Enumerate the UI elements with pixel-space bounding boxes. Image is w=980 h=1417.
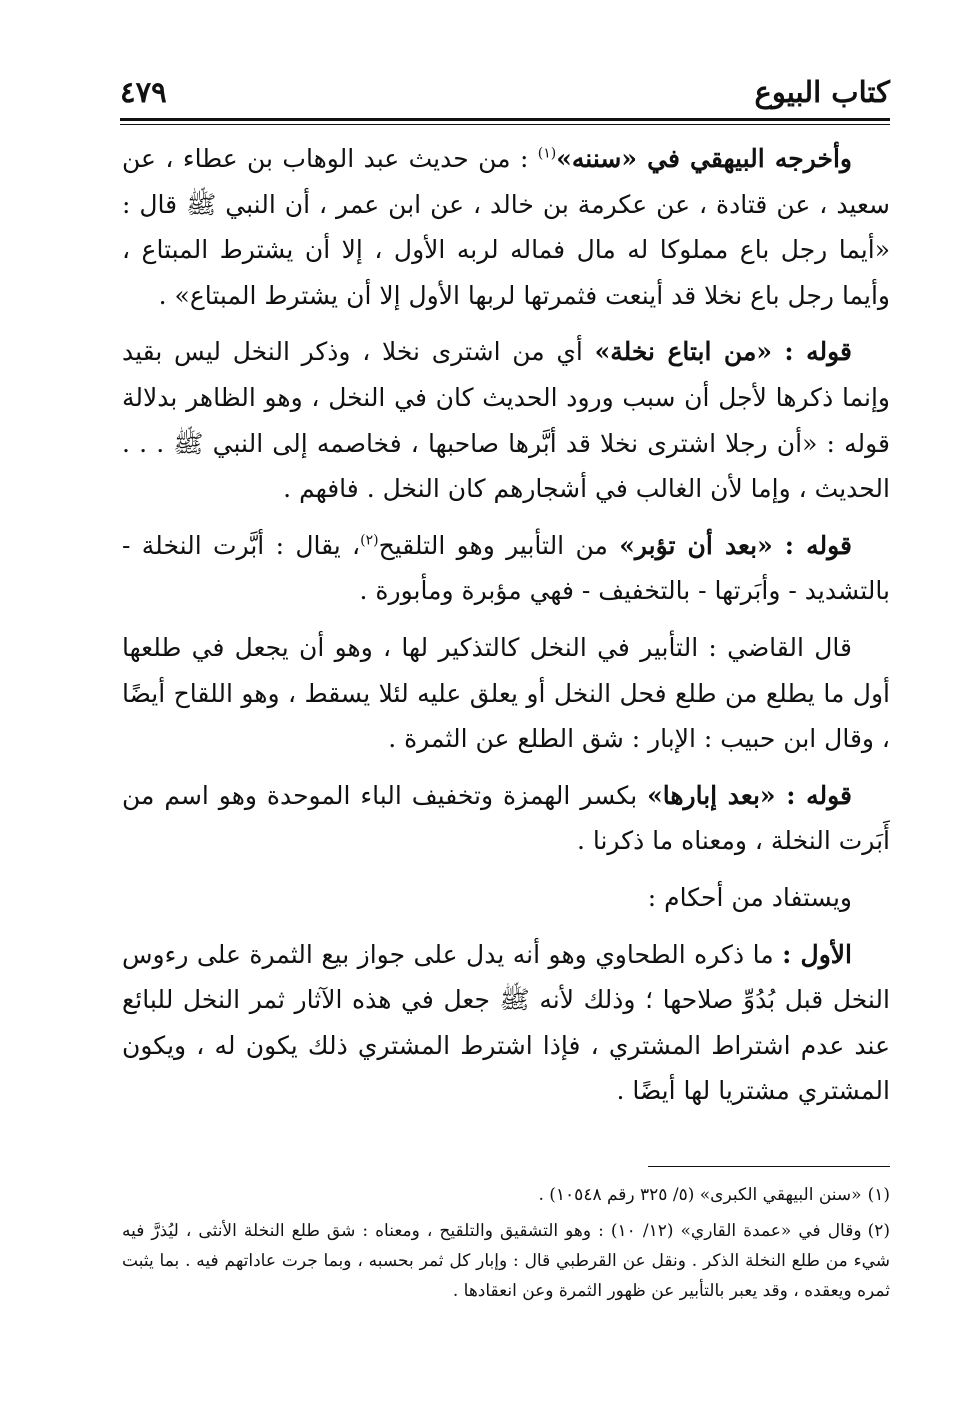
paragraph-text-before-note: من التأبير وهو التلقيح	[378, 530, 620, 560]
page-number: ٤٧٩	[120, 75, 167, 109]
footnote-2	[122, 1216, 890, 1306]
paragraph-bayhaqi	[122, 136, 890, 318]
main-text	[122, 136, 890, 1125]
running-title: كتاب البيوع	[754, 75, 890, 109]
footnote-ref-2: (٢)	[360, 532, 379, 549]
paragraph-lead: وأخرجه البيهقي في «سننه»	[556, 144, 852, 173]
paragraph-man-ibtaa	[122, 329, 890, 511]
paragraph-lead: قوله : «بعد إبارها»	[647, 780, 852, 810]
paragraph-text: قال القاضي : التأبير في النخل كالتذكير لها ، وهو أن يجعل في طلعها أول ما يطلع من طلع فحل النخل أو يعلق عليه لئلا يسقط ، وهو اللقاح أيضًا ، وقال ابن حبيب : الإبار : شق الطلع عن الثمرة .	[122, 632, 890, 754]
paragraph-bad-ibariha	[122, 773, 890, 864]
paragraph-text: أي من اشترى نخلا ، وذكر النخل ليس بقيد وإنما ذكرها لأجل أن سبب ورود الحديث كان في النخل ، وهو الظاهر بدلالة قوله : «أن رجلا اشترى نخلا قد أبَّرها صاحبها ، فخاصمه إلى النبي ﷺ . . . الحديث ، وإما لأن الغالب في أشجارهم كان النخل . فافهم .	[122, 337, 890, 504]
paragraph-text: : من حديث عبد الوهاب بن عطاء ، عن سعيد ، عن قتادة ، عن عكرمة بن خالد ، عن ابن عمر ، أن النبي ﷺ قال : «أيما رجل باع مملوكا له مال فماله لربه الأول ، إلا أن يشترط المبتاع ، وأيما رجل باع نخلا قد أينعت فثمرتها لربها الأول إلا أن يشترط المبتاع» .	[122, 144, 890, 310]
footnote-text: وقال في «عمدة القاري» (١٢/ ١٠) : وهو التشقيق والتلقيح ، ومعناه : شق طلع النخلة الأنثى ، ليُذرَّ فيه شيء من طلع النخلة الذكر . ونقل عن القرطبي قال : وإبار كل ثمر بحسبه ، وبما جرت عاداتهم فيه . بما يثبت ثمره ويعقده ، وقد يعبر بالتأبير عن ظهور الثمرة وعن انعقادها .	[122, 1221, 890, 1301]
paragraph-first-ruling	[122, 932, 890, 1114]
footnote-1	[122, 1180, 890, 1210]
footnote-text: «سنن البيهقي الكبرى» (٥/ ٣٢٥ رقم ١٠٥٤٨) .	[538, 1185, 862, 1205]
footnote-ref-1: (١)	[537, 145, 557, 162]
paragraph-ahkam-intro	[122, 875, 890, 921]
paragraph-text: ويستفاد من أحكام :	[647, 882, 852, 912]
page-header	[120, 72, 890, 120]
paragraph-qadi	[122, 625, 890, 762]
paragraph-bad-an-tubar	[122, 523, 890, 614]
footnote-separator	[648, 1166, 890, 1167]
footnote-number: (١)	[867, 1185, 890, 1205]
paragraph-text: بكسر الهمزة وتخفيف الباء الموحدة وهو اسم من أَبَرت النخلة ، ومعناه ما ذكرنا .	[122, 780, 890, 856]
footnote-number: (٢)	[867, 1221, 890, 1241]
header-rule-thin	[120, 124, 890, 125]
paragraph-lead: الأول :	[782, 939, 852, 969]
paragraph-lead: قوله : «من ابتاع نخلة»	[594, 337, 853, 367]
paragraph-text: ما ذكره الطحاوي وهو أنه يدل على جواز بيع الثمرة على رءوس النخل قبل بُدُوِّ صلاحها ؛ وذلك لأنه ﷺ جعل في هذه الآثار ثمر النخل للبائع عند عدم اشتراط المشتري ، فإذا اشترط المشتري ذلك يكون له ، ويكون المشتري مشتريا لها أيضًا .	[122, 939, 890, 1106]
paragraph-lead: قوله : «بعد أن تؤبر»	[619, 530, 852, 560]
header-rule	[120, 118, 890, 121]
paragraph-text: ، يقال : أبَّرت النخلة - بالتشديد - وأبَرتها - بالتخفيف - فهي مؤبرة ومأبورة .	[122, 530, 890, 606]
footnotes	[122, 1180, 890, 1312]
